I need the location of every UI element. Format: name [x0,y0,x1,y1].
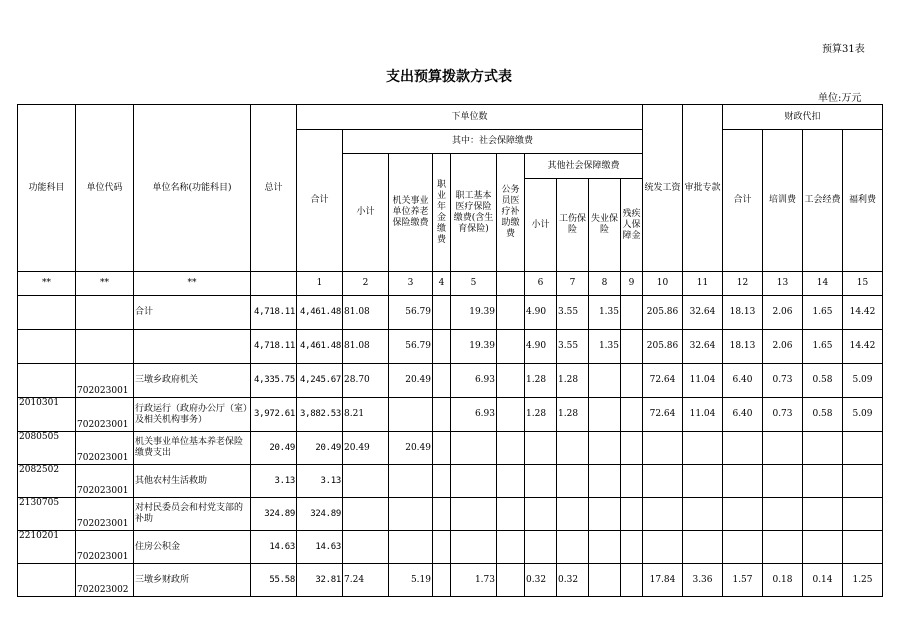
training-cell: 2.06 [763,330,803,364]
occ-annuity-cell [433,330,451,364]
index-cell: 10 [643,272,683,296]
training-cell [763,531,803,564]
header-other-subtotal: 小计 [525,179,557,272]
injury-cell: 1.28 [557,398,589,432]
total-cell: 3.13 [251,465,297,498]
occ-annuity-cell [433,432,451,465]
occ-annuity-cell [433,498,451,531]
welfare-cell [843,531,883,564]
unemployment-cell [589,364,621,398]
approval-fund-cell [683,465,723,498]
disabled-cell [621,398,643,432]
org-pension-cell [389,531,433,564]
staff-medical-cell [451,465,497,498]
sum-cell: 14.63 [297,531,343,564]
disabled-cell [621,498,643,531]
header-func-code: 功能科目 [18,105,76,272]
civil-medical-cell [497,531,525,564]
index-cell: 13 [763,272,803,296]
header-approval-fund: 审批专款 [683,105,723,272]
table-row [18,564,883,597]
staff-medical-cell: 6.93 [451,364,497,398]
func-code-cell [18,364,76,398]
total-cell: 4,335.75 [251,364,297,398]
disabled-cell [621,465,643,498]
table-row [18,465,883,498]
union-fee-cell: 0.14 [803,564,843,597]
injury-cell [557,531,589,564]
other-subtotal-cell: 1.28 [525,398,557,432]
subtotal-cell [343,465,389,498]
unit-name-cell: 行政运行（政府办公厅（室）及相关机构事务） [134,398,251,432]
civil-medical-cell [497,498,525,531]
unit-code-cell: 702023001 [76,432,134,465]
header-welfare: 福利费 [843,130,883,272]
header-training: 培训费 [763,130,803,272]
org-pension-cell [389,465,433,498]
org-pension-cell: 56.79 [389,296,433,330]
unemployment-cell: 1.35 [589,330,621,364]
table-row [18,364,883,398]
staff-medical-cell [451,432,497,465]
unit-code-cell [76,296,134,330]
staff-medical-cell: 1.73 [451,564,497,597]
occ-annuity-cell [433,296,451,330]
civil-medical-cell [497,465,525,498]
disabled-cell [621,364,643,398]
unemployment-cell [589,498,621,531]
other-subtotal-cell [525,531,557,564]
occ-annuity-cell [433,531,451,564]
other-subtotal-cell: 1.28 [525,364,557,398]
welfare-cell [843,432,883,465]
header-civil-medical: 公务员医疗补助缴费 [497,154,525,272]
sum-cell: 4,461.48 [297,330,343,364]
training-cell [763,498,803,531]
welfare-cell: 5.09 [843,398,883,432]
welfare-cell: 14.42 [843,330,883,364]
total-cell: 55.58 [251,564,297,597]
unified-wage-cell: 205.86 [643,330,683,364]
sum-cell: 3.13 [297,465,343,498]
approval-fund-cell: 11.04 [683,364,723,398]
fd-sum-cell: 6.40 [723,398,763,432]
unit-code-cell [76,330,134,364]
index-row [18,272,883,296]
index-cell: 15 [843,272,883,296]
union-fee-cell [803,432,843,465]
unified-wage-cell: 72.64 [643,364,683,398]
welfare-cell: 1.25 [843,564,883,597]
index-cell: ** [18,272,76,296]
index-cell: 11 [683,272,723,296]
approval-fund-cell: 32.64 [683,330,723,364]
fd-sum-cell [723,531,763,564]
header-disabled: 残疾人保障金 [621,179,643,272]
injury-cell [557,498,589,531]
index-cell: 12 [723,272,763,296]
sum-cell: 32.81 [297,564,343,597]
unit-name-cell: 对村民委员会和村党支部的补助 [134,498,251,531]
func-code-cell: 2010301 [18,398,76,432]
sum-cell: 4,461.48 [297,296,343,330]
training-cell: 0.73 [763,398,803,432]
approval-fund-cell [683,498,723,531]
unit-code-cell: 702023001 [76,398,134,432]
injury-cell: 3.55 [557,296,589,330]
func-code-cell: 2210201 [18,531,76,564]
approval-fund-cell: 3.36 [683,564,723,597]
subtotal-cell: 8.21 [343,398,389,432]
training-cell [763,465,803,498]
union-fee-cell: 0.58 [803,364,843,398]
disabled-cell [621,564,643,597]
unified-wage-cell [643,465,683,498]
unified-wage-cell: 17.84 [643,564,683,597]
occ-annuity-cell [433,564,451,597]
table-row [18,432,883,465]
total-cell: 4,718.11 [251,296,297,330]
unit-code-cell: 702023002 [76,564,134,597]
training-cell [763,432,803,465]
func-code-cell: 2082502 [18,465,76,498]
header-unemployment: 失业保险 [589,179,621,272]
injury-cell: 3.55 [557,330,589,364]
table-number: 预算31表 [822,44,865,55]
index-cell: 9 [621,272,643,296]
index-cell: 3 [389,272,433,296]
union-fee-cell: 1.65 [803,330,843,364]
org-pension-cell [389,398,433,432]
other-subtotal-cell: 4.90 [525,296,557,330]
staff-medical-cell [451,498,497,531]
table-row [18,398,883,432]
index-cell: ** [134,272,251,296]
header-fiscal-deduct: 财政代扣 [723,105,883,130]
union-fee-cell [803,465,843,498]
header-unit-name: 单位名称(功能科目) [134,105,251,272]
header-of-which-social: 其中：社会保障缴费 [343,130,643,154]
subtotal-cell: 7.24 [343,564,389,597]
unemployment-cell [589,465,621,498]
unemployment-cell [589,432,621,465]
table-row [18,330,883,364]
subtotal-cell [343,531,389,564]
training-cell: 2.06 [763,296,803,330]
unit-name-cell: 三墩乡政府机关 [134,364,251,398]
civil-medical-cell [497,564,525,597]
table-row [18,531,883,564]
fd-sum-cell [723,432,763,465]
total-cell: 324.89 [251,498,297,531]
unemployment-cell [589,564,621,597]
unemployment-cell: 1.35 [589,296,621,330]
subtotal-cell: 81.08 [343,330,389,364]
approval-fund-cell: 11.04 [683,398,723,432]
fd-sum-cell: 6.40 [723,364,763,398]
welfare-cell [843,498,883,531]
header-staff-medical: 职工基本医疗保险缴费(含生育保险) [451,154,497,272]
index-cell [251,272,297,296]
header-subtotal: 小计 [343,154,389,272]
unit-name-cell: 合计 [134,296,251,330]
index-cell: 5 [451,272,497,296]
injury-cell: 1.28 [557,364,589,398]
welfare-cell: 5.09 [843,364,883,398]
union-fee-cell: 0.58 [803,398,843,432]
sum-cell: 20.49 [297,432,343,465]
civil-medical-cell [497,296,525,330]
fd-sum-cell: 18.13 [723,296,763,330]
training-cell: 0.73 [763,364,803,398]
index-cell: 8 [589,272,621,296]
index-cell: ** [76,272,134,296]
index-cell: 2 [343,272,389,296]
other-subtotal-cell: 0.32 [525,564,557,597]
union-fee-cell [803,531,843,564]
header-other-social: 其他社会保障缴费 [525,154,643,179]
unit-code-cell: 702023001 [76,531,134,564]
civil-medical-cell [497,364,525,398]
unit-name-cell: 机关事业单位基本养老保险缴费支出 [134,432,251,465]
unified-wage-cell [643,432,683,465]
func-code-cell: 2130705 [18,498,76,531]
sum-cell: 4,245.67 [297,364,343,398]
index-cell: 6 [525,272,557,296]
func-code-cell: 2080505 [18,432,76,465]
fd-sum-cell: 1.57 [723,564,763,597]
unified-wage-cell: 72.64 [643,398,683,432]
welfare-cell [843,465,883,498]
index-cell: 14 [803,272,843,296]
approval-fund-cell: 32.64 [683,296,723,330]
injury-cell [557,465,589,498]
header-lower-unit: 下单位数 [297,105,643,130]
index-cell: 7 [557,272,589,296]
subtotal-cell: 20.49 [343,432,389,465]
total-cell: 3,972.61 [251,398,297,432]
header-sum: 合计 [297,130,343,272]
unit-label: 单位:万元 [818,93,862,104]
unit-name-cell: 其他农村生活救助 [134,465,251,498]
index-cell: 1 [297,272,343,296]
page-title: 支出预算拨款方式表 [386,69,512,85]
occ-annuity-cell [433,465,451,498]
table-row [18,498,883,531]
header-fd-sum: 合计 [723,130,763,272]
unified-wage-cell [643,531,683,564]
unit-name-cell: 三墩乡财政所 [134,564,251,597]
func-code-cell [18,564,76,597]
unemployment-cell [589,531,621,564]
staff-medical-cell: 6.93 [451,398,497,432]
org-pension-cell: 20.49 [389,432,433,465]
injury-cell [557,432,589,465]
org-pension-cell: 20.49 [389,364,433,398]
approval-fund-cell [683,531,723,564]
total-cell: 4,718.11 [251,330,297,364]
civil-medical-cell [497,432,525,465]
disabled-cell [621,432,643,465]
subtotal-cell: 28.70 [343,364,389,398]
staff-medical-cell: 19.39 [451,296,497,330]
org-pension-cell: 5.19 [389,564,433,597]
staff-medical-cell: 19.39 [451,330,497,364]
other-subtotal-cell [525,465,557,498]
civil-medical-cell [497,330,525,364]
sum-cell: 324.89 [297,498,343,531]
injury-cell: 0.32 [557,564,589,597]
func-code-cell [18,330,76,364]
other-subtotal-cell [525,498,557,531]
disabled-cell [621,330,643,364]
training-cell: 0.18 [763,564,803,597]
header-org-pension: 机关事业单位养老保险缴费 [389,154,433,272]
subtotal-cell: 81.08 [343,296,389,330]
occ-annuity-cell [433,398,451,432]
unit-name-cell: 住房公积金 [134,531,251,564]
disabled-cell [621,531,643,564]
header-unified-wage: 统发工资 [643,105,683,272]
unit-name-cell [134,330,251,364]
budget-table [17,104,883,597]
header-occ-annuity: 职业年金缴费 [433,154,451,272]
fd-sum-cell: 18.13 [723,330,763,364]
unified-wage-cell [643,498,683,531]
org-pension-cell [389,498,433,531]
subtotal-cell [343,498,389,531]
header-injury: 工伤保险 [557,179,589,272]
unit-code-cell: 702023001 [76,498,134,531]
unit-code-cell: 702023001 [76,364,134,398]
union-fee-cell: 1.65 [803,296,843,330]
sum-cell: 3,882.53 [297,398,343,432]
total-cell: 14.63 [251,531,297,564]
union-fee-cell [803,498,843,531]
org-pension-cell: 56.79 [389,330,433,364]
unemployment-cell [589,398,621,432]
staff-medical-cell [451,531,497,564]
welfare-cell: 14.42 [843,296,883,330]
header-union-fee: 工会经费 [803,130,843,272]
total-cell: 20.49 [251,432,297,465]
index-cell: 4 [433,272,451,296]
occ-annuity-cell [433,364,451,398]
other-subtotal-cell [525,432,557,465]
header-total: 总计 [251,105,297,272]
disabled-cell [621,296,643,330]
unified-wage-cell: 205.86 [643,296,683,330]
fd-sum-cell [723,498,763,531]
table-row [18,296,883,330]
index-cell [497,272,525,296]
approval-fund-cell [683,432,723,465]
unit-code-cell: 702023001 [76,465,134,498]
header-unit-code: 单位代码 [76,105,134,272]
func-code-cell [18,296,76,330]
civil-medical-cell [497,398,525,432]
other-subtotal-cell: 4.90 [525,330,557,364]
fd-sum-cell [723,465,763,498]
